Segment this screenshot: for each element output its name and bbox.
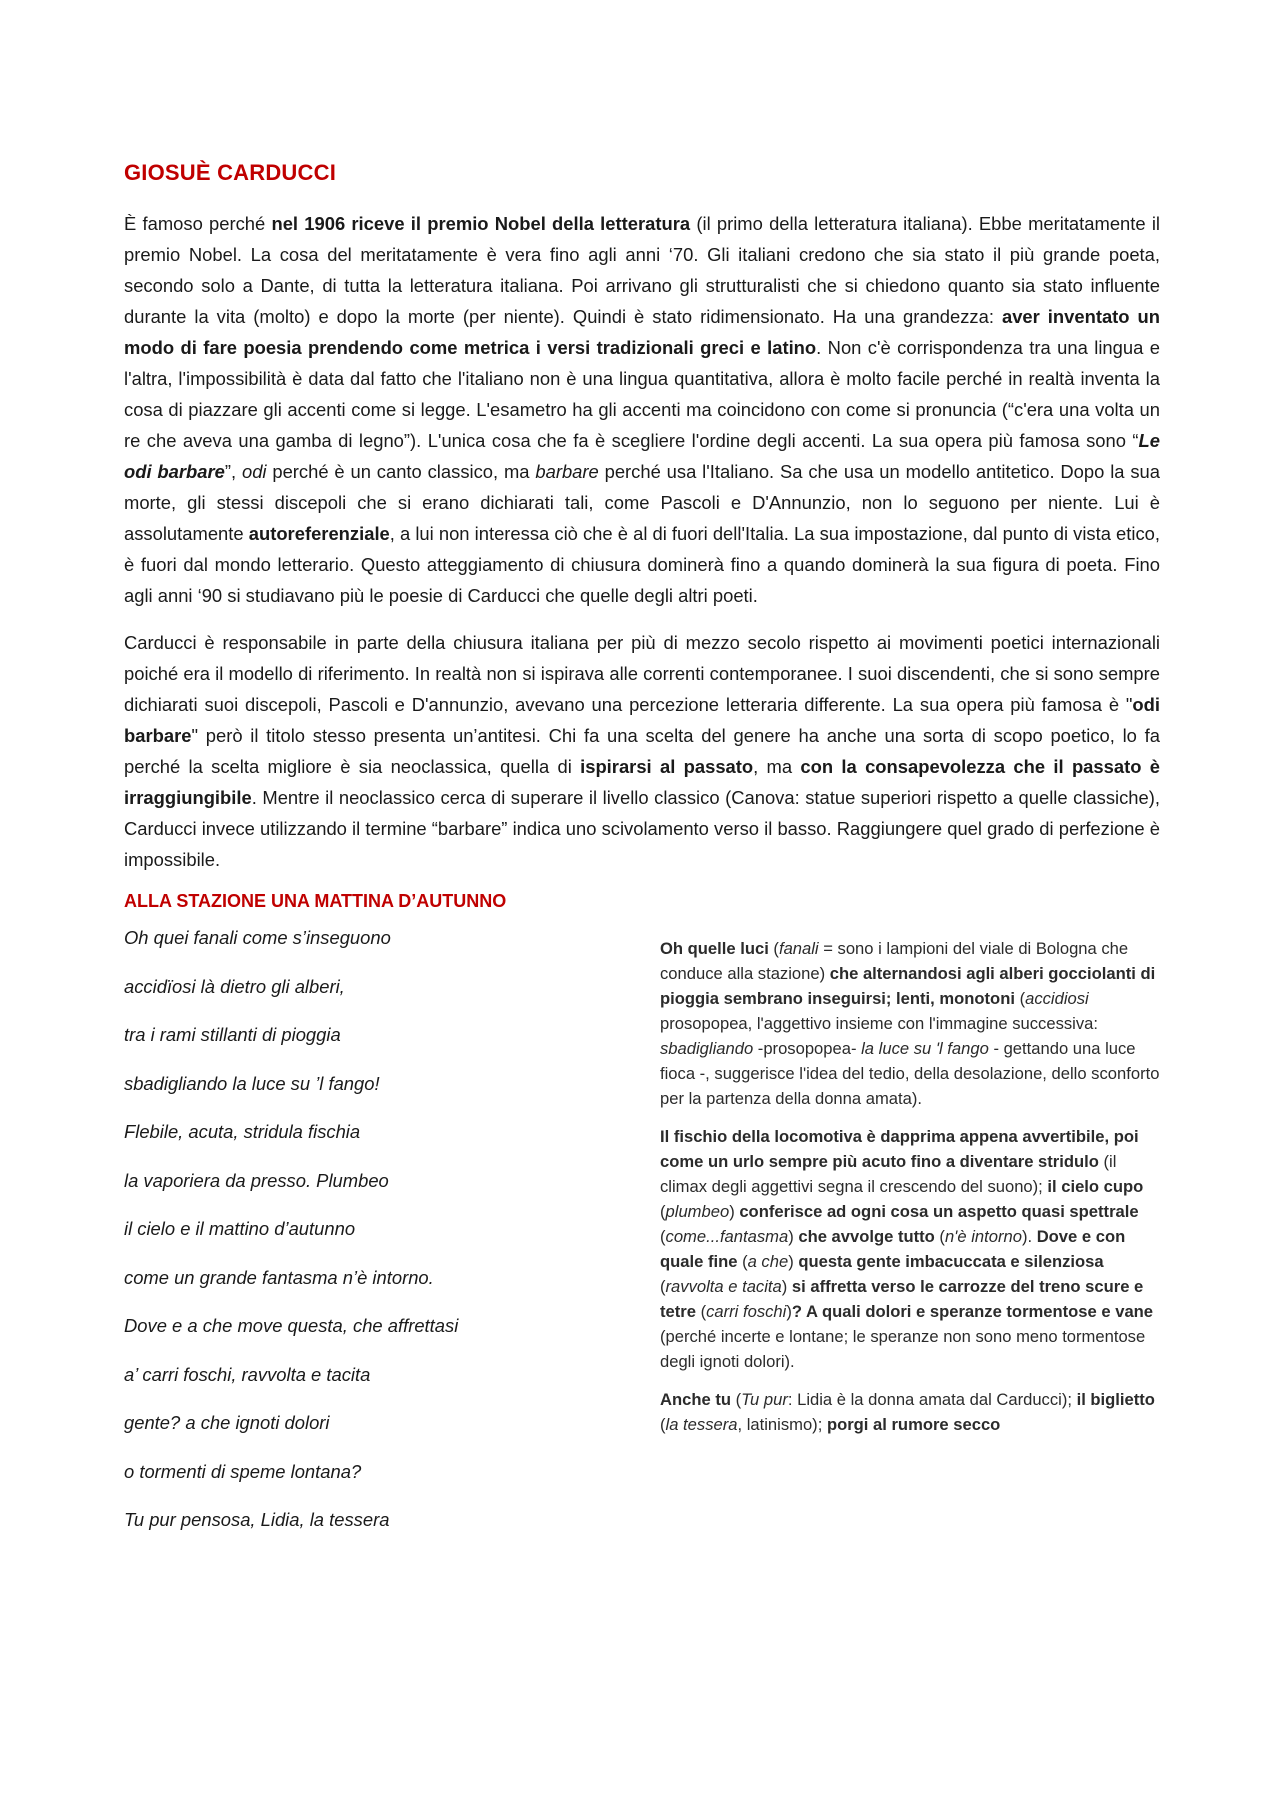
poem-verse: Dove e a che move questa, che affrettasi	[124, 1315, 459, 1336]
poem-verse: il cielo e il mattino d’autunno	[124, 1218, 356, 1239]
poem-commentary	[660, 936, 1160, 1450]
poem-verse: gente? a che ignoti dolori	[124, 1412, 330, 1433]
page-title: GIOSUÈ CARDUCCI	[124, 160, 337, 185]
poem-verse: accidïosi là dietro gli alberi,	[124, 975, 345, 997]
poem-verse: o tormenti di speme lontana?	[124, 1460, 362, 1482]
poem-verse: Flebile, acuta, stridula fischia	[124, 1121, 361, 1142]
poem-verse: Oh quei fanali come s’inseguono	[124, 927, 391, 948]
commentary-paragraph: Anche tu (Tu pur: Lidia è la donna amata dal Carducci); il biglietto (la tessera, latinismo); porgi al rumore secco	[660, 1390, 1155, 1434]
poem-verse: come un grande fantasma n’è intorno.	[124, 1266, 434, 1288]
poem-verse: la vaporiera da presso. Plumbeo	[124, 1169, 389, 1191]
paragraph-intro: È famoso perché nel 1906 riceve il premio Nobel della letteratura (il primo della letteratura italiana). Ebbe meritatamente il premio Nobel. La cosa del meritatamente è vera fino agli anni ‘70. Gli italiani credono che sia stato il più grande poeta, secondo solo a Dante, di tutta la letteratura italiana. Poi arrivano gli strutturalisti che si chiedono quanto sia stato influente durante la vita (molto) e dopo la morte (per niente). Quindi è stato ridimensionato. Ha una grandezza: aver inventato un modo di fare poesia prendendo come metrica i versi tradizionali greci e latino. Non c'è corrispondenza tra una lingua e l'altra, l'impossibilità è data dal fatto che l'italiano non è una lingua quantitativa, allora è molto facile perché in realtà inventa la cosa di piazzare gli accenti come si legge. L'esametro ha gli accenti ma coincidono con come si pronuncia (“c'era una volta un re che aveva una gamba di legno”). L'unica cosa che fa è scegliere l'ordine degli accenti. La sua opera più famosa sono “Le odi barbare”, odi perché è un canto classico, ma barbare perché usa l'Italiano. Sa che usa un modello antitetico. Dopo la sua morte, gli stessi discepoli che si erano dichiarati tali, come Pascoli e D'Annunzio, non lo seguono per niente. Lui è assolutamente autoreferenziale, a lui non interessa ciò che è al di fuori dell'Italia. La sua impostazione, dal punto di vista etico, è fuori dal mondo letterario. Questo atteggiamento di chiusura dominerà fino a quando dominerà la sua figura di poeta. Fino agli anni ‘90 si studiavano più le poesie di Carducci che quelle degli altri poeti.	[124, 213, 1161, 606]
commentary-paragraph: Oh quelle luci (fanali = sono i lampioni del viale di Bologna che conduce alla stazione) che alternandosi agli alberi gocciolanti di pioggia sembrano inseguirsi; lenti, monotoni (accidiosi prosopopea, l'aggettivo insieme con l'immagine successiva: sbadigliando -prosopopea- la luce su 'l fango - gettando una luce fioca -, suggerisce l'idea del tedio, della desolazione, dello sconforto per la partenza della donna amata).	[660, 939, 1160, 1108]
poem-verse: tra i rami stillanti di pioggia	[124, 1024, 341, 1045]
paragraph-closure: Carducci è responsabile in parte della chiusura italiana per più di mezzo secolo rispetto ai movimenti poetici internazionali poiché era il modello di riferimento. In realtà non si ispirava alle correnti contemporanee. I suoi discendenti, che si sono sempre dichiarati suoi discepoli, Pascoli e D'annunzio, avevano una percezione letteraria differente. La sua opera più famosa è "odi barbare" però il titolo stesso presenta un’antitesi. Chi fa una scelta del genere ha anche una sorta di scopo poetico, lo fa perché la scelta migliore è sia neoclassica, quella di ispirarsi al passato, ma con la consapevolezza che il passato è irraggiungibile. Mentre il neoclassico cerca di superare il livello classico (Canova: statue superiori rispetto a quelle classiche), Carducci invece utilizzando il termine “barbare” indica uno scivolamento verso il basso. Raggiungere quel grado di perfezione è impossibile.	[124, 632, 1160, 870]
poem-verse: Tu pur pensosa, Lidia, la tessera	[124, 1509, 390, 1530]
poem-verse: a’ carri foschi, ravvolta e tacita	[124, 1363, 371, 1385]
poem-title: ALLA STAZIONE UNA MATTINA D’AUTUNNO	[124, 891, 507, 911]
poem-verses	[124, 926, 604, 1557]
document-page	[124, 160, 1160, 1566]
poem-section	[124, 926, 1160, 1566]
poem-verse: sbadigliando la luce su ’l fango!	[124, 1072, 380, 1094]
commentary-paragraph: Il fischio della locomotiva è dapprima appena avvertibile, poi come un urlo sempre più acuto fino a diventare stridulo (il climax degli aggettivi segna il crescendo del suono); il cielo cupo (plumbeo) conferisce ad ogni cosa un aspetto quasi spettrale (come...fantasma) che avvolge tutto (n'è intorno). Dove e con quale fine (a che) questa gente imbacuccata e silenziosa (ravvolta e tacita) si affretta verso le carrozze del treno scure e tetre (carri foschi)? A quali dolori e speranze tormentose e vane (perché incerte e lontane; le speranze non sono meno tormentose degli ignoti dolori).	[660, 1127, 1154, 1371]
